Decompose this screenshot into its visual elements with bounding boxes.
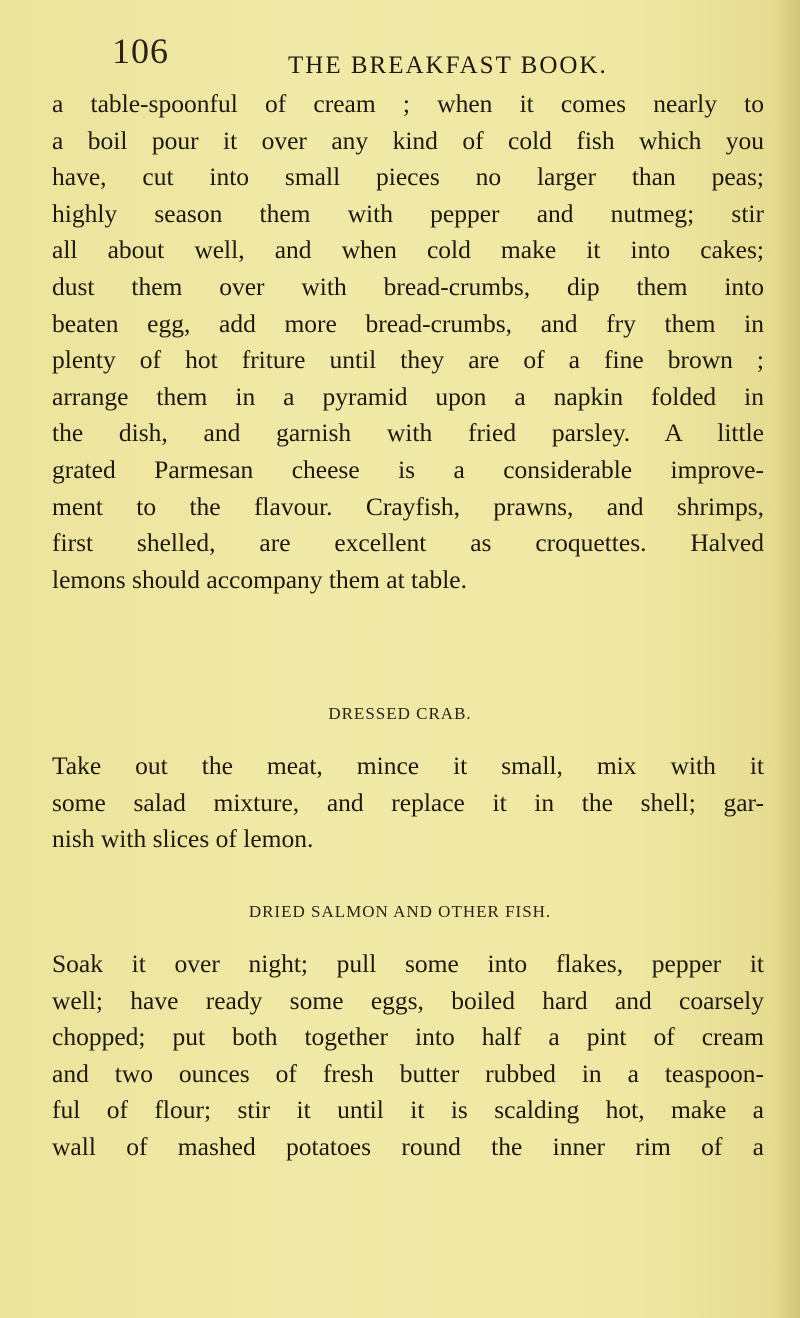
text-line: plenty of hot friture until they are of a fine brown ; xyxy=(52,345,764,375)
text-line: wall of mashed potatoes round the inner rim of a xyxy=(52,1131,764,1161)
section-heading-dressed-crab: DRESSED CRAB. xyxy=(328,704,472,723)
text-line: grated Parmesan cheese is a considerable improve- xyxy=(52,454,764,484)
text-line: well; have ready some eggs, boiled hard and coarsely xyxy=(52,985,764,1015)
text-line: Soak it over night; pull some into flakes, pepper it xyxy=(52,949,764,978)
paragraph-croquettes xyxy=(52,86,764,598)
text-line: dust them over with bread-crumbs, dip them into xyxy=(52,271,764,301)
page-header xyxy=(108,28,708,88)
page-number: 106 xyxy=(112,31,169,71)
text-line: the dish, and garnish with fried parsley. A little xyxy=(52,418,764,448)
text-line: highly season them with pepper and nutmeg; stir xyxy=(52,198,764,228)
text-line: lemons should accompany them at table. xyxy=(52,564,467,594)
text-line: a table-spoonful of cream ; when it comes nearly to xyxy=(52,89,764,118)
section-heading-dried-salmon: DRIED SALMON AND OTHER FISH. xyxy=(248,902,552,921)
text-line: beaten egg, add more bread-crumbs, and fry them in xyxy=(52,308,764,338)
text-line: first shelled, are excellent as croquettes. Halved xyxy=(52,528,764,558)
text-line: a boil pour it over any kind of cold fish which you xyxy=(52,125,764,155)
text-line: and two ounces of fresh butter rubbed in a teaspoon- xyxy=(52,1058,764,1088)
paragraph-dried-salmon xyxy=(52,946,764,1166)
text-line: chopped; put both together into half a pint of cream xyxy=(52,1022,764,1052)
paragraph-dressed-crab xyxy=(52,748,764,858)
text-line: some salad mixture, and replace it in the shell; gar- xyxy=(52,787,764,817)
text-line: all about well, and when cold make it into cakes; xyxy=(52,235,764,265)
text-line: arrange them in a pyramid upon a napkin folded in xyxy=(52,381,764,411)
text-line: nish with slices of lemon. xyxy=(52,824,314,854)
text-line: ful of flour; stir it until it is scalding hot, make a xyxy=(52,1095,764,1125)
running-title: THE BREAKFAST BOOK. xyxy=(288,52,608,79)
page-edge-shadow xyxy=(774,0,800,1318)
text-line: ment to the flavour. Crayfish, prawns, and shrimps, xyxy=(52,491,764,521)
text-line: have, cut into small pieces no larger than peas; xyxy=(52,162,764,192)
text-line: Take out the meat, mince it small, mix with it xyxy=(52,751,764,780)
